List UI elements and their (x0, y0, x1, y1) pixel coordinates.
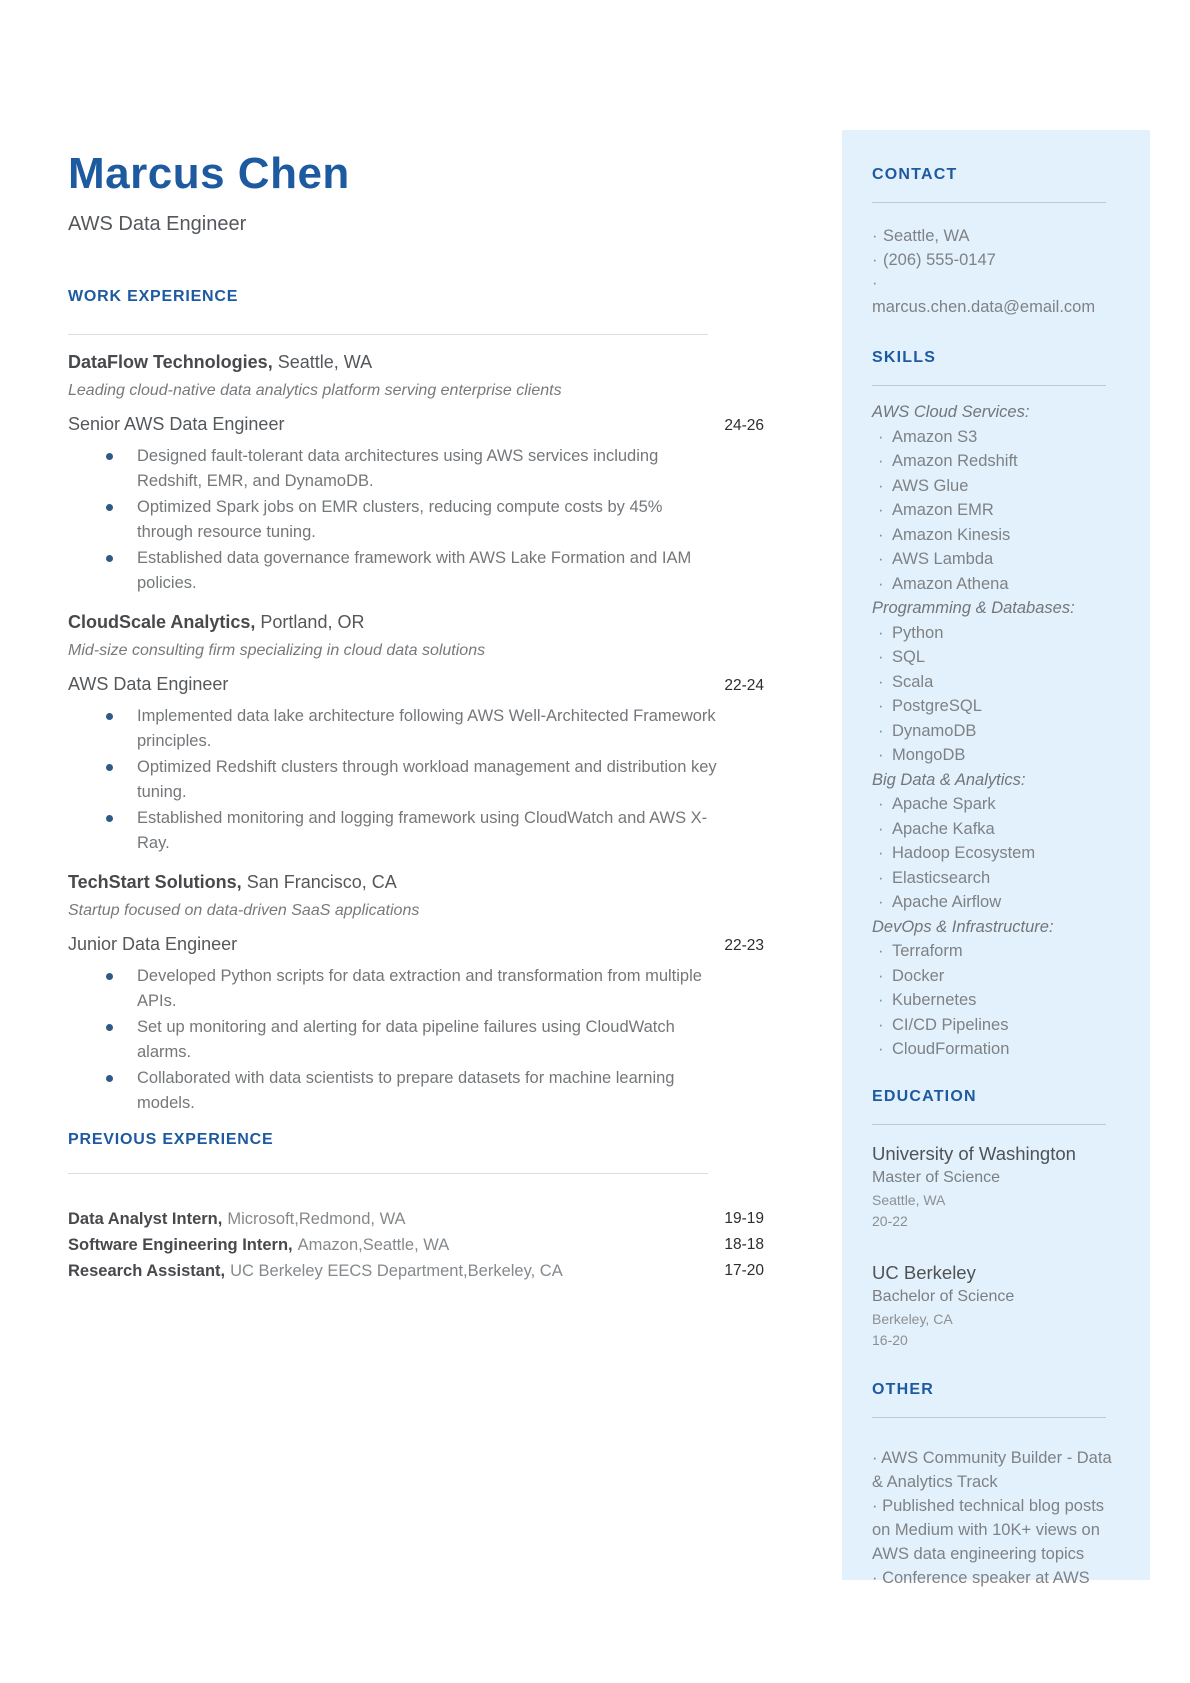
job-bullet: Designed fault-tolerant data architectures using AWS services including Redshift, EMR, and DynamoDB. (68, 444, 722, 493)
skill-name: Docker (892, 966, 945, 985)
divider (68, 1173, 708, 1174)
bullet-dot: · (878, 844, 884, 862)
bullet-dot: · (872, 274, 878, 292)
job-bullet: Optimized Spark jobs on EMR clusters, reducing compute costs by 45% through resource tuning. (68, 495, 722, 544)
skill-item (872, 1037, 1116, 1062)
skill-item (872, 547, 1116, 572)
job-bullet-list (68, 444, 722, 595)
skill-item (872, 988, 1116, 1013)
section-heading-skills: SKILLS (872, 349, 937, 366)
skill-item (872, 523, 1116, 548)
job-bullet: Optimized Redshift clusters through workload management and distribution key tuning. (68, 755, 722, 804)
job-title: AWS Data Engineer (68, 674, 229, 694)
company-location: San Francisco, CA (246, 872, 397, 892)
skill-item (872, 474, 1116, 499)
previous-role: Data Analyst Intern, (68, 1210, 223, 1228)
skill-item (872, 621, 1116, 646)
company-name: DataFlow Technologies, (68, 352, 273, 372)
bullet-dot: · (878, 868, 884, 887)
skill-name: Amazon Kinesis (892, 525, 1011, 544)
contact-item (872, 225, 1116, 249)
skill-name: CI/CD Pipelines (892, 1015, 1009, 1034)
skill-name: Amazon Redshift (892, 452, 1018, 470)
skill-item (872, 890, 1116, 915)
skill-name: Amazon S3 (892, 427, 978, 446)
previous-dates: 19-19 (724, 1210, 764, 1227)
company-name-line (68, 871, 764, 894)
skill-name: Kubernetes (892, 991, 977, 1009)
bullet-dot: · (872, 250, 878, 269)
skill-item (872, 645, 1116, 670)
skill-item (872, 792, 1116, 817)
previous-org-location: Amazon,Seattle, WA (297, 1236, 450, 1254)
skill-name: Scala (892, 672, 934, 691)
contact-text: (206) 555-0147 (883, 250, 996, 269)
company-name-line (68, 351, 764, 374)
previous-experience-list (68, 1206, 764, 1284)
previous-experience-row (68, 1206, 764, 1232)
company-description: Startup focused on data-driven SaaS applications (68, 902, 420, 919)
bullet-dot: · (878, 819, 884, 838)
contact-text: Seattle, WA (883, 227, 970, 245)
work-experience-list (68, 351, 764, 1115)
bullet-dot: · (878, 648, 884, 666)
divider (872, 1124, 1106, 1125)
job-bullet: Established data governance framework with AWS Lake Formation and IAM policies. (68, 546, 722, 595)
bullet-dot: · (878, 574, 884, 593)
skill-name: Python (892, 623, 944, 642)
bullet-dot: · (878, 501, 884, 519)
job-bullet: Set up monitoring and alerting for data pipeline failures using CloudWatch alarms. (68, 1015, 722, 1064)
bullet-dot: · (878, 893, 884, 911)
skill-item (872, 1013, 1116, 1038)
skill-name: CloudFormation (892, 1040, 1010, 1058)
company-name: CloudScale Analytics, (68, 612, 256, 632)
company-description: Leading cloud-native data analytics platform serving enterprise clients (68, 382, 562, 399)
skill-name: AWS Lambda (892, 550, 994, 568)
school-dates: 16-20 (872, 1331, 908, 1348)
degree: Master of Science (872, 1168, 1001, 1186)
divider (872, 202, 1106, 203)
skill-item (872, 964, 1116, 989)
bullet-dot: · (878, 672, 884, 691)
job-title: Junior Data Engineer (68, 934, 238, 954)
job-dates: 22-24 (724, 677, 764, 694)
bullet-dot: · (878, 746, 884, 764)
skill-name: Terraform (892, 942, 963, 960)
school-dates: 20-22 (872, 1212, 908, 1229)
divider (872, 1417, 1106, 1418)
previous-experience-row (68, 1232, 764, 1258)
bullet-dot: · (878, 1015, 884, 1034)
school-location: Berkeley, CA (872, 1310, 953, 1327)
bullet-dot: · (878, 795, 884, 813)
other-item: · AWS Community Builder - Data & Analytics Track (872, 1448, 1112, 1491)
skill-item (872, 866, 1116, 891)
education-entry (872, 1260, 1116, 1351)
resume-sidebar (842, 130, 1150, 1587)
previous-org-location: UC Berkeley EECS Department,Berkeley, CA (230, 1262, 563, 1280)
school-location: Seattle, WA (872, 1191, 946, 1208)
company-name-line (68, 611, 764, 634)
previous-role: Research Assistant, (68, 1262, 226, 1280)
previous-dates: 17-20 (724, 1262, 764, 1279)
skill-item (872, 572, 1116, 597)
job-bullet-list (68, 964, 722, 1115)
education-entry (872, 1141, 1116, 1232)
job-bullet: Developed Python scripts for data extraction and transformation from multiple APIs. (68, 964, 722, 1013)
job-bullet: Established monitoring and logging framework using CloudWatch and AWS X-Ray. (68, 806, 722, 855)
candidate-name: Marcus Chen (68, 149, 350, 198)
divider (872, 385, 1106, 386)
skill-name: Apache Airflow (892, 893, 1002, 911)
resume-main-column (68, 0, 764, 1284)
skill-name: SQL (892, 648, 926, 666)
skill-category-label: DevOps & Infrastructure: (872, 917, 1054, 936)
bullet-dot: · (878, 942, 884, 960)
skill-name: DynamoDB (892, 721, 977, 740)
skill-name: Apache Kafka (892, 819, 995, 838)
skill-item (872, 841, 1116, 866)
company-name: TechStart Solutions, (68, 872, 242, 892)
skill-item (872, 449, 1116, 474)
contact-list (872, 225, 1116, 319)
role-row (68, 934, 764, 955)
contact-email: marcus.chen.data@email.com (872, 297, 1096, 316)
bullet-dot: · (878, 623, 884, 642)
bullet-dot: · (878, 1040, 884, 1058)
section-heading-previous-experience: PREVIOUS EXPERIENCE (68, 1131, 274, 1148)
company-location: Seattle, WA (277, 352, 373, 372)
skills-list (872, 400, 1116, 1062)
job-bullet: Implemented data lake architecture following AWS Well-Architected Framework principles. (68, 704, 722, 753)
contact-item (872, 249, 1116, 273)
skill-item (872, 498, 1116, 523)
bullet-dot: · (878, 550, 884, 568)
skill-category-label: Programming & Databases: (872, 599, 1075, 617)
bullet-dot: · (878, 452, 884, 470)
skill-name: Elasticsearch (892, 868, 991, 887)
other-item: · Conference speaker at AWS (872, 1568, 1090, 1587)
skill-item (872, 425, 1116, 450)
skill-item (872, 719, 1116, 744)
job-title: Senior AWS Data Engineer (68, 414, 285, 434)
skill-category-label: Big Data & Analytics: (872, 770, 1026, 789)
bullet-dot: · (878, 991, 884, 1009)
education-list (872, 1141, 1116, 1351)
school-name: University of Washington (872, 1142, 1076, 1164)
job-dates: 24-26 (724, 417, 764, 434)
role-row (68, 414, 764, 435)
skill-name: Amazon EMR (892, 501, 994, 519)
job-bullet-list (68, 704, 722, 855)
skill-name: Apache Spark (892, 795, 996, 813)
previous-experience-row (68, 1258, 764, 1284)
bullet-dot: · (872, 227, 878, 245)
job-dates: 22-23 (724, 937, 764, 954)
skill-name: Amazon Athena (892, 574, 1009, 593)
job-bullet: Collaborated with data scientists to prepare datasets for machine learning models. (68, 1066, 722, 1115)
skill-item (872, 939, 1116, 964)
bullet-dot: · (878, 427, 884, 446)
company-location: Portland, OR (260, 612, 365, 632)
section-heading-education: EDUCATION (872, 1087, 977, 1105)
bullet-dot: · (878, 697, 884, 715)
previous-dates: 18-18 (724, 1236, 764, 1253)
skill-name: PostgreSQL (892, 697, 982, 715)
skill-name: Hadoop Ecosystem (892, 844, 1036, 862)
degree: Bachelor of Science (872, 1287, 1015, 1305)
skill-category-label: AWS Cloud Services: (872, 403, 1030, 421)
previous-role: Software Engineering Intern, (68, 1236, 293, 1254)
candidate-title: AWS Data Engineer (68, 213, 247, 235)
skill-item (872, 743, 1116, 768)
bullet-dot: · (878, 966, 884, 985)
skill-item (872, 817, 1116, 842)
role-row (68, 674, 764, 695)
skill-item (872, 694, 1116, 719)
bullet-dot: · (878, 721, 884, 740)
skill-item (872, 670, 1116, 695)
divider (68, 334, 708, 335)
section-heading-other: OTHER (872, 1380, 934, 1398)
section-heading-work-experience: WORK EXPERIENCE (68, 288, 239, 305)
other-item: · Published technical blog posts on Medium with 10K+ views on AWS data engineering topics (872, 1496, 1105, 1563)
other-list (872, 1446, 1116, 1590)
skill-name: AWS Glue (892, 476, 969, 495)
bullet-dot: · (878, 476, 884, 495)
skill-name: MongoDB (892, 746, 966, 764)
company-description: Mid-size consulting firm specializing in cloud data solutions (68, 642, 486, 659)
bullet-dot: · (878, 525, 884, 544)
school-name: UC Berkeley (872, 1261, 976, 1283)
previous-org-location: Microsoft,Redmond, WA (227, 1210, 406, 1228)
section-heading-contact: CONTACT (872, 166, 958, 183)
